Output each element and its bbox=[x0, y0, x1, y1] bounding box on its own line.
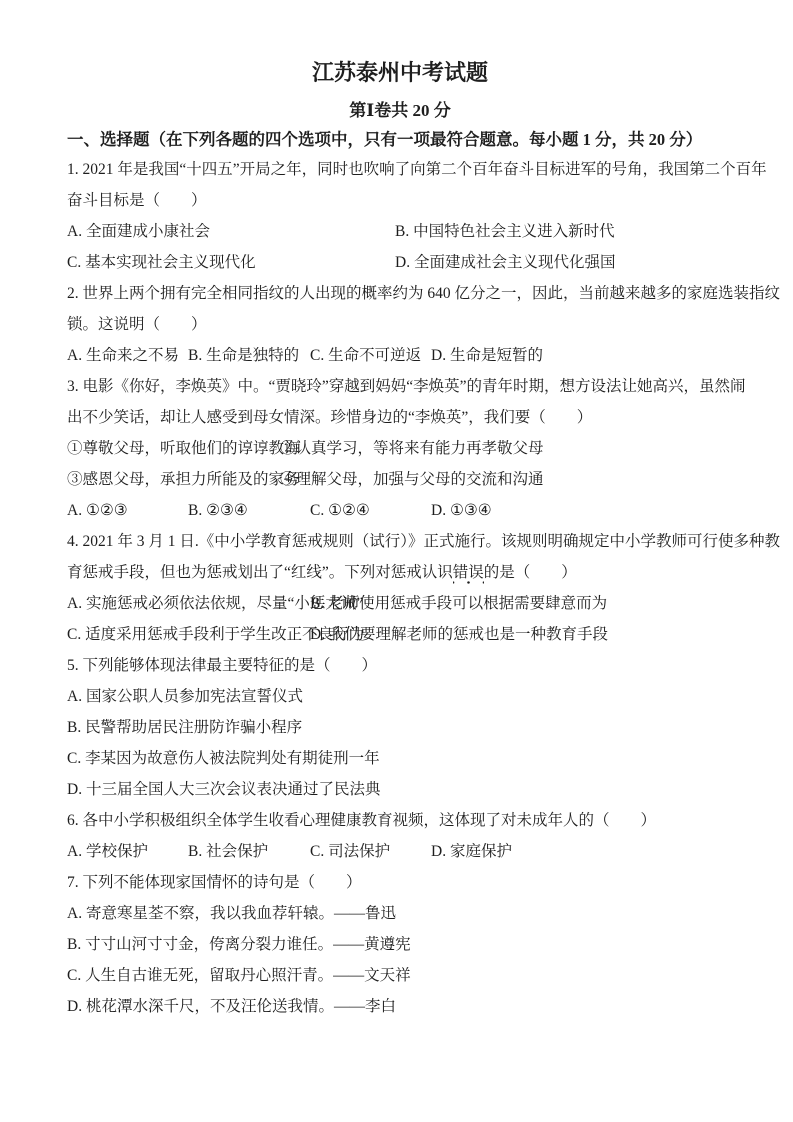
question-5-option-b: B. 民警帮助居民注册防诈骗小程序 bbox=[67, 719, 303, 736]
question-2-option-b: B. 生命是独特的 bbox=[188, 347, 300, 364]
question-3-option-b: B. ②③④ bbox=[188, 502, 248, 519]
question-3-option-a: A. ①②③ bbox=[67, 502, 128, 519]
question-4-stem-line-2 bbox=[67, 557, 733, 588]
question-7-option-c: C. 人生自古谁无死，留取丹心照汗青。——文天祥 bbox=[67, 967, 411, 984]
question-1-stem-line-2: 奋斗目标是（ ） bbox=[67, 192, 207, 209]
question-2-option-a: A. 生命来之不易 bbox=[67, 347, 179, 364]
question-7-option-b: B. 寸寸山河寸寸金，侉离分裂力谁任。——黄遵宪 bbox=[67, 936, 411, 953]
question-1-option-a: A. 全面建成小康社会 bbox=[67, 223, 210, 240]
question-3 bbox=[67, 371, 746, 526]
question-6-stem-line-1: 6. 各中小学积极组织全体学生收看心理健康教育视频，这体现了对未成年人的（ ） bbox=[67, 812, 657, 829]
question-5-option-c: C. 李某因为故意伤人被法院判处有期徒刑一年 bbox=[67, 750, 380, 767]
question-3-sub-item-1: ①尊敬父母，听取他们的谆谆教诲 bbox=[67, 440, 300, 457]
question-3-option-c: C. ①②④ bbox=[310, 502, 370, 519]
question-6-options bbox=[67, 836, 733, 867]
question-2-option-c: C. 生命不可逆返 bbox=[310, 347, 422, 364]
question-4-stem-line-2-post: 的是（ ） bbox=[483, 564, 577, 581]
question-3-options bbox=[67, 495, 733, 526]
question-2-stem-line-2: 锁。这说明（ ） bbox=[67, 316, 207, 333]
question-4 bbox=[67, 526, 781, 650]
question-6-option-b: B. 社会保护 bbox=[188, 843, 269, 860]
question-7 bbox=[67, 867, 733, 1022]
question-4-option-a: A. 实施惩戒必须依法依规，尽量“小惩大诫” bbox=[67, 595, 364, 612]
question-2-stem-line-1: 2. 世界上两个拥有完全相同指纹的人出现的概率约为 640 亿分之一，因此，当前越来越多的家庭选装指纹 bbox=[67, 285, 781, 302]
question-4-emphasized-word: 错误 bbox=[453, 564, 484, 585]
question-6-option-d: D. 家庭保护 bbox=[431, 843, 512, 860]
exam-title: 江苏泰州中考试题 bbox=[311, 60, 488, 85]
question-3-sub-item-3: ③感恩父母，承担力所能及的家务 bbox=[67, 471, 300, 488]
question-4-option-c: C. 适度采用惩戒手段利于学生改正不良行为 bbox=[67, 626, 365, 643]
question-1-option-d: D. 全面建成社会主义现代化强国 bbox=[395, 254, 616, 271]
question-5 bbox=[67, 650, 733, 805]
question-4-options bbox=[67, 588, 733, 650]
question-2-options bbox=[67, 340, 733, 371]
question-4-stem-line-2-pre: 育惩戒手段，但也为惩戒划出了“红线”。下列对惩戒认识 bbox=[67, 564, 453, 581]
part-heading: 一、选择题（在下列各题的四个选项中，只有一项最符合题意。每小题 1 分，共 20 分） bbox=[67, 130, 703, 149]
question-3-stem-line-2: 出不少笑话，却让人感受到母女情深。珍惜身边的“李焕英”，我们要（ ） bbox=[67, 409, 593, 426]
question-3-stem-line-1: 3. 电影《你好，李焕英》中。“贾晓玲”穿越到妈妈“李焕英”的青年时期，想方设法让她高兴，虽然闹 bbox=[67, 378, 746, 395]
question-7-option-a: A. 寄意寒星荃不察，我以我血荐轩辕。——鲁迅 bbox=[67, 905, 396, 922]
question-1 bbox=[67, 154, 767, 278]
question-1-stem-line-1: 1. 2021 年是我国“十四五”开局之年，同时也吹响了向第二个百年奋斗目标进军的号角，我国第二个百年 bbox=[67, 161, 767, 178]
question-1-option-b: B. 中国特色社会主义进入新时代 bbox=[395, 223, 615, 240]
question-3-sub-item-2: ②认真学习，等将来有能力再孝敬父母 bbox=[280, 440, 544, 457]
question-7-option-d: D. 桃花潭水深千尺，不及汪伦送我情。——李白 bbox=[67, 998, 396, 1015]
question-1-option-c: C. 基本实现社会主义现代化 bbox=[67, 254, 256, 271]
question-5-stem-line-1: 5. 下列能够体现法律最主要特征的是（ ） bbox=[67, 657, 378, 674]
question-3-sub-items bbox=[67, 433, 733, 495]
question-6-option-c: C. 司法保护 bbox=[310, 843, 391, 860]
question-7-stem-line-1: 7. 下列不能体现家国情怀的诗句是（ ） bbox=[67, 874, 362, 891]
question-5-option-d: D. 十三届全国人大三次会议表决通过了民法典 bbox=[67, 781, 381, 798]
question-3-sub-item-4: ④理解父母，加强与父母的交流和沟通 bbox=[280, 471, 544, 488]
question-4-stem-line-1: 4. 2021 年 3 月 1 日.《中小学教育惩戒规则（试行）》正式施行。该规则明确规定中小学教师可行使多种教 bbox=[67, 533, 781, 550]
question-6-option-a: A. 学校保护 bbox=[67, 843, 148, 860]
question-4-option-d: D. 我们要理解老师的惩戒也是一种教育手段 bbox=[310, 626, 608, 643]
question-3-option-d: D. ①③④ bbox=[431, 502, 492, 519]
section-heading: 第Ⅰ卷共 20 分 bbox=[349, 101, 451, 120]
question-4-option-b: B. 老师使用惩戒手段可以根据需要肆意而为 bbox=[310, 595, 608, 612]
question-5-option-a: A. 国家公职人员参加宪法宣誓仪式 bbox=[67, 688, 303, 705]
question-2-option-d: D. 生命是短暂的 bbox=[431, 347, 543, 364]
question-6 bbox=[67, 805, 733, 867]
question-1-options bbox=[67, 216, 733, 278]
question-2 bbox=[67, 278, 781, 371]
